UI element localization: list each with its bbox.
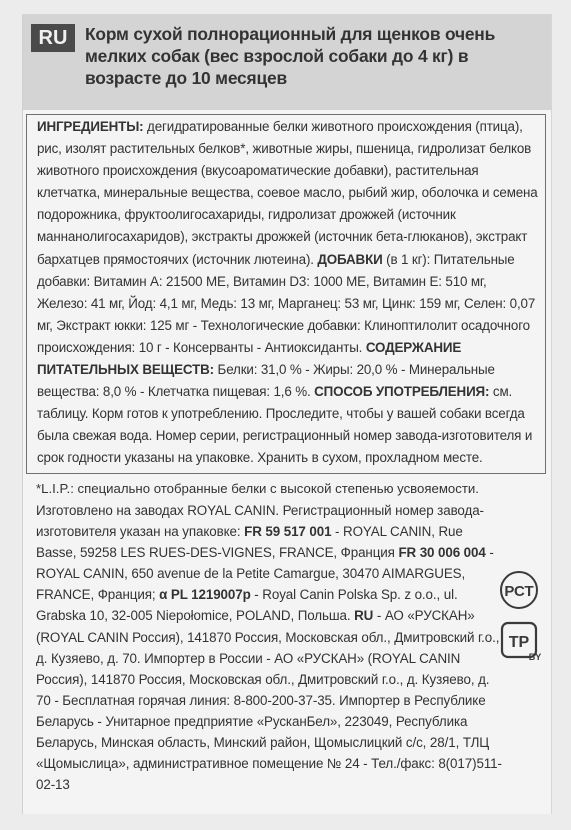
manufacturer-segment: Изготовлено на заводах ROYAL CANIN. Регистрационный номер завода-изготовителя указан на упаковке: — [36, 503, 484, 540]
label-header — [23, 14, 551, 110]
pct-conformity-mark-icon — [499, 570, 541, 610]
language-badge: RU — [31, 24, 75, 52]
composition-box — [26, 114, 546, 474]
manufacturer-segment: - Royal Canin Polska Sp. z o.o., ul. Grabska 10, 32-005 Niepołomice, POLAND, Польша. — [36, 587, 458, 624]
tr-mark-text: ТР — [508, 634, 530, 651]
composition-text — [37, 116, 539, 470]
composition-segment: Белки: 31,0 % - Жиры: 20,0 % - Минеральные вещества: 8,0 % - Клетчатка пищевая: 1,6 %. — [37, 362, 495, 400]
composition-segment: ИНГРЕДИЕНТЫ: — [37, 119, 144, 134]
manufacturer-info — [36, 500, 506, 795]
composition-segment: СОДЕРЖАНИЕ ПИТАТЕЛЬНЫХ ВЕЩЕСТВ: — [37, 339, 462, 378]
composition-segment: СПОСОБ УПОТРЕБЛЕНИЯ: — [314, 384, 490, 400]
product-label — [22, 14, 552, 814]
manufacturer-segment: FR 30 006 004 — [398, 545, 486, 561]
manufacturer-segment: - АО «РУСКАН» (ROYAL CANIN Россия), 141870 Россия, Московская обл., Дмитровский г.о., д. Кузяево, д. 70. Импортер в России - АО «РУСКАН» (ROYAL CANIN Россия), 141870 Россия, Московская обл., Дмитровский г.о., д. Кузяево, д. 70 - Бесплатная горячая линия: 8-800-200-37-35. Импортер в Республике Беларусь - Унитарное предприятие «РусканБел», 223049, Республика Беларусь, Минская область, Минский район, Щомыслицкий с/с, 28/1, ТЛЦ «Щомыслица», административное помещение № 24 - Тел./факс: 8(017)511-02-13 — [36, 608, 502, 793]
manufacturer-segment: - ROYAL CANIN, Rue Basse, 59258 LES RUES-DES-VIGNES, FRANCE, Франция — [36, 524, 463, 561]
composition-segment: см. таблицу. Корм готов к употреблению. Проследите, чтобы у вашей собаки всегда была свежая вода. Номер серии, регистрационный номер завода-изготовителя и срок годности указаны на упаковке. Хранить в сухом, прохладном месте. — [37, 384, 533, 466]
manufacturer-segment: RU — [354, 608, 374, 624]
product-title: Корм сухой полнорационный для щенков очень мелких собак (вес взрослой собаки до 4 кг) в возрасте до 10 месяцев — [85, 24, 496, 88]
manufacturer-segment: α PL 1219007p — [159, 587, 251, 603]
lip-footnote: *L.I.P.: специально отобранные белки с высокой степенью усвояемости. — [36, 481, 479, 496]
tr-by-conformity-mark-icon — [499, 620, 543, 664]
pct-mark-text: РСТ — [504, 583, 534, 600]
manufacturer-segment: FR 59 517 001 — [244, 524, 332, 540]
by-mark-text: BY — [528, 652, 542, 662]
composition-segment: (в 1 кг): Питательные добавки: Витамин А: 21500 МЕ, Витамин D3: 1000 МЕ, Витамин Е: 510 мг, Железо: 41 мг, Йод: 4,1 мг, Медь: 13 мг, Марганец: 53 мг, Цинк: 159 мг, Селен: 0,07 мг, Экстракт юкки: 125 мг - Технологические добавки: Клиноптилолит осадочного происхождения: 10 г - Консерванты - Антиоксиданты. — [37, 251, 536, 355]
composition-segment: дегидратированные белки животного происхождения (птица), рис, изолят растительных белков*, животные жиры, пшеница, гидролизат белков животного происхождения (вкусоароматические добавки), растительная клетчатка, минеральные вещества, соевое масло, рыбий жир, оболочка и семена подорожника, фруктоолигосахариды, гидролизат дрожжей (источник маннанолигосахаридов), экстракты дрожжей (источник бета-глюканов), экстракт бархатцев прямостоячих (источник лютеина). — [37, 119, 538, 267]
composition-segment: ДОБАВКИ — [317, 251, 383, 267]
manufacturer-segment: - ROYAL CANIN, 650 avenue de la Petite Camargue, 30470 AIMARGUES, FRANCE, Франция; — [36, 545, 494, 603]
